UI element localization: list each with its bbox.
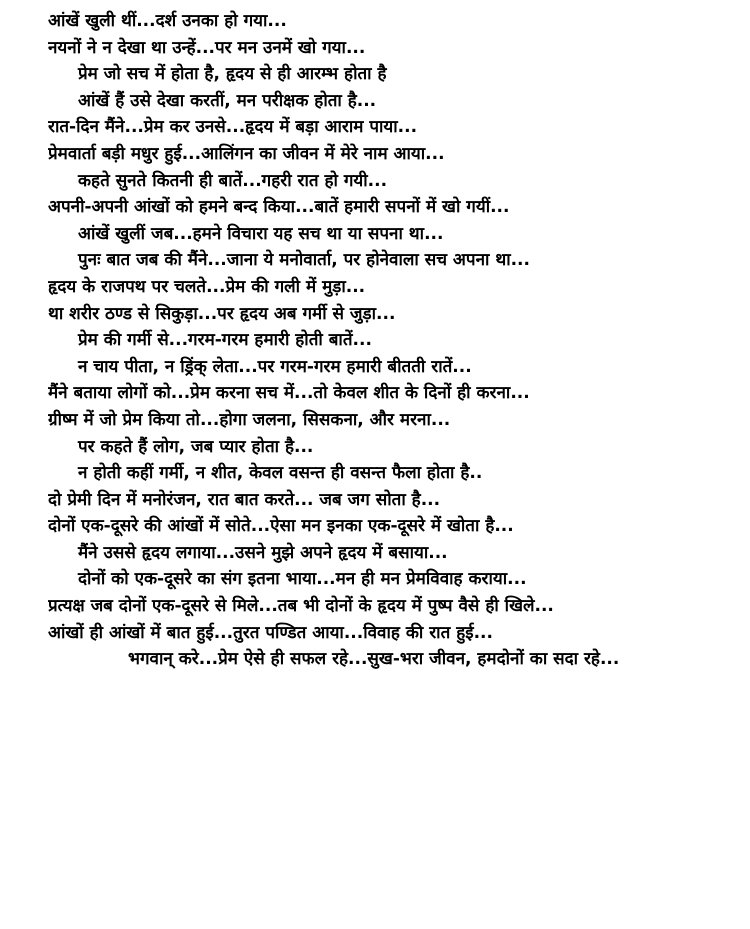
poem-line: मैंने बताया लोगों को...प्रेम करना सच में...तो केवल शीत के दिनों ही करना...: [48, 383, 530, 404]
poem-line: था शरीर ठण्ड से सिकुड़ा...पर हृदय अब गर्मी से जुड़ा...: [48, 303, 396, 324]
poem-line: पुनः बात जब की मैंने...जाना ये मनोवार्ता, पर होनेवाला सच अपना था...: [78, 250, 530, 271]
poem-line: ग्रीष्म में जो प्रेम किया तो...होगा जलना, सिसकना, और मरना...: [48, 409, 451, 430]
poem-line: न चाय पीता, न ड्रिंक् लेता...पर गरम-गरम हमारी बीतती रातें...: [78, 356, 472, 377]
poem-line: आंखें खुली थीं...दर्श उनका हो गया...: [48, 11, 287, 31]
poem-line: नयनों ने न देखा था उन्हें...पर मन उनमें खो गया...: [48, 37, 366, 58]
poem-line: कहते सुनते कितनी ही बातें...गहरी रात हो गयी...: [78, 170, 388, 191]
poem-line: प्रेम जो सच में होता है, हृदय से ही आरम्भ होता है: [78, 64, 387, 85]
poem-line: हृदय के राजपथ पर चलते...प्रेम की गली में मुड़ा...: [48, 276, 366, 297]
poem-line: दोनों को एक-दूसरे का संग इतना भाया...मन ही मन प्रेमविवाह कराया...: [78, 569, 527, 590]
poem-line: प्रत्यक्ष जब दोनों एक-दूसरे से मिले...तब भी दोनों के हृदय में पुष्प वैसे ही खिले...: [48, 596, 554, 617]
poem-text: [48, 8, 738, 673]
poem-line: अपनी-अपनी आंखों को हमने बन्द किया...बातें हमारी सपनों में खो गयीं...: [48, 197, 510, 218]
poem-line: रात-दिन मैंने...प्रेम कर उनसे...हृदय में बड़ा आराम पाया...: [48, 117, 418, 138]
poem-line: आंखों ही आंखों में बात हुई...तुरत पण्डित आया...विवाह की रात हुई...: [48, 622, 493, 643]
poem-line: आंखें हैं उसे देखा करतीं, मन परीक्षक होता है...: [78, 90, 377, 111]
poem-line: मैंने उससे हृदय लगाया...उसने मुझे अपने हृदय में बसाया...: [78, 542, 448, 563]
poem-line: भगवान् करे...प्रेम ऐसे ही सफल रहे...सुख-भरा जीवन, हमदोनों का सदा रहे...: [128, 649, 620, 670]
poem-line: दोनों एक-दूसरे की आंखों में सोते...ऐसा मन इनका एक-दूसरे में खोता है...: [48, 516, 514, 537]
poem-line: प्रेम की गर्मी से...गरम-गरम हमारी होती बातें...: [78, 330, 372, 351]
poem-line: आंखें खुलीं जब...हमने विचारा यह सच था या सपना था...: [78, 223, 444, 244]
poem-line: पर कहते हैं लोग, जब प्यार होता है...: [78, 436, 314, 457]
poem-line: प्रेमवार्ता बड़ी मधुर हुई...आलिंगन का जीवन में मेरे नाम आया...: [48, 143, 445, 164]
poem-line: दो प्रेमी दिन में मनोरंजन, रात बात करते... जब जग सोता है...: [48, 489, 441, 510]
poem-line: न होती कहीं गर्मी, न शीत, केवल वसन्त ही वसन्त फैला होता है..: [78, 463, 483, 484]
